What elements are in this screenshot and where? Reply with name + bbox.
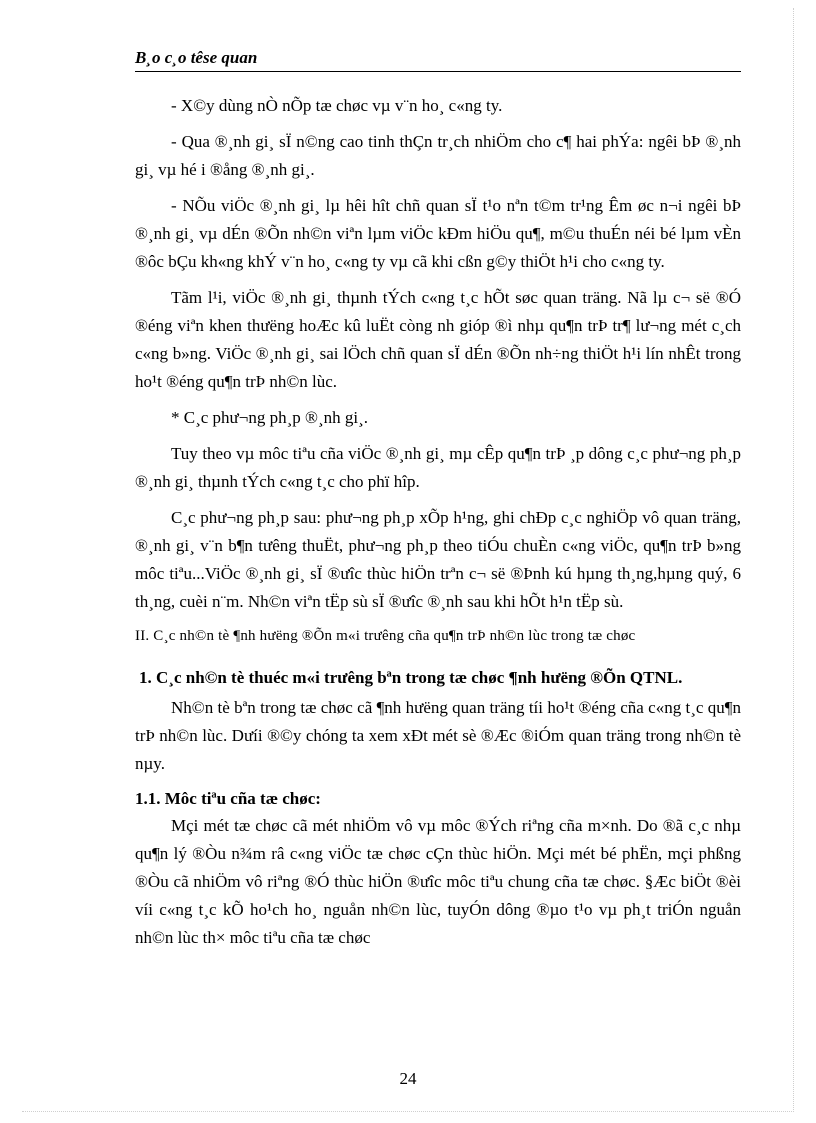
page-number: 24 <box>399 1069 417 1088</box>
paragraph: Tãm l¹i, viÖc ®¸nh gi¸ thµnh tÝch c«ng t¸c hÕt søc quan träng. Nã lµ c¬ së ®Ó ®éng viªn khen thưëng hoÆc kû luËt còng nh gióp ®ì nhµ qu¶n trÞ tr¶ lư¬ng mét c¸ch c«ng b»ng. ViÖc ®¸nh gi¸ sai lÖch chñ quan sÏ dÉn ®Õn nh÷ng thiÖt h¹i lín nhÊt trong ho¹t ®éng qu¶n trÞ nh©n lùc. <box>135 288 741 391</box>
paragraph: - Qua ®¸nh gi¸ sÏ n©ng cao tinh thÇn tr¸ch nhiÖm cho c¶ hai phÝa: ngêi bÞ ®¸nh gi¸ vµ hé i ®ång ®¸nh gi¸. <box>135 132 741 179</box>
heading-level-2: 1.1. Môc tiªu cña tæ chøc: <box>135 789 321 808</box>
paragraph: C¸c phư¬ng ph¸p sau: phư¬ng ph¸p xÕp h¹ng, ghi chÐp c¸c nghiÖp vô quan träng, ®¸nh gi¸ v¨n b¶n tưêng thuËt, phư¬ng ph¸p theo tiÓu chuÈn c«ng viÖc, qu¶n trÞ b»ng môc tiªu...ViÖc ®¸nh gi¸ sÏ ®ưîc thùc hiÖn trªn c¬ së ®Þnh kú hµng th¸ng,hµng quý, 6 th¸ng, cuèi n¨m. Nh©n viªn tËp sù sÏ ®ưîc ®¸nh sau khi hÕt h¹n tËp sù. <box>135 508 741 611</box>
paragraph: Nh©n tè bªn trong tæ chøc cã ¶nh hưëng quan träng tíi ho¹t ®éng cña c«ng t¸c qu¶n trÞ nh©n lùc. Dưíi ®©y chóng ta xem xÐt mét sè ®Æc ®iÓm quan träng trong nh©n tè nµy. <box>135 698 741 773</box>
paragraph: * C¸c phư¬ng ph¸p ®¸nh gi¸. <box>171 408 368 427</box>
header-title: B¸o c¸o têse quan <box>135 48 258 67</box>
section-heading: II. C¸c nh©n tè ¶nh hưëng ®Õn m«i trưêng cña qu¶n trÞ nh©n lùc trong tæ chøc <box>135 628 636 644</box>
document-body <box>135 92 741 960</box>
heading-level-1: 1. C¸c nh©n tè thuéc m«i trưêng bªn trong tæ chøc ¶nh hưëng ®Õn QTNL. <box>139 668 683 687</box>
paragraph: - NÕu viÖc ®¸nh gi¸ lµ hêi hît chñ quan sÏ t¹o nªn t©m tr¹ng Êm øc n¬i ngêi bÞ ®¸nh gi¸ vµ dÉn ®Õn nh©n viªn lµm viÖc kÐm hiÖu qu¶, m©u thuÉn néi bé lµm vÈn ®ôc bÇu kh«ng khÝ v¨n ho¸ c«ng ty vµ cã khi cßn g©y thiÖt h¹i cho c«ng ty. <box>135 196 741 271</box>
paragraph: Mçi mét tæ chøc cã mét nhiÖm vô vµ môc ®Ých riªng cña m×nh. Do ®ã c¸c nhµ qu¶n lý ®Òu n¾m râ c«ng viÖc tæ chøc cÇn thùc hiÖn. Mçi mét bé phËn, mçi phßng ®Òu cã nhiÖm vô riªng ®Ó thùc hiÖn ®ưîc môc tiªu chung cña tæ chøc. §Æc biÖt ®èi víi c«ng t¸c kÕ ho¹ch ho¸ nguån nh©n lùc, tuyÓn dông ®µo t¹o vµ ph¸t triÓn nguån nh©n lùc th× môc tiªu cña tæ chøc <box>135 816 741 947</box>
document-header <box>135 48 741 72</box>
paragraph: - X©y dùng nÒ nÕp tæ chøc vµ v¨n ho¸ c«ng ty. <box>171 96 503 115</box>
paragraph: Tuy theo vµ môc tiªu cña viÖc ®¸nh gi¸ mµ cÊp qu¶n trÞ ¸p dông c¸c phư¬ng ph¸p ®¸nh gi¸ thµnh tÝch c«ng t¸c cho phï hîp. <box>135 444 741 491</box>
